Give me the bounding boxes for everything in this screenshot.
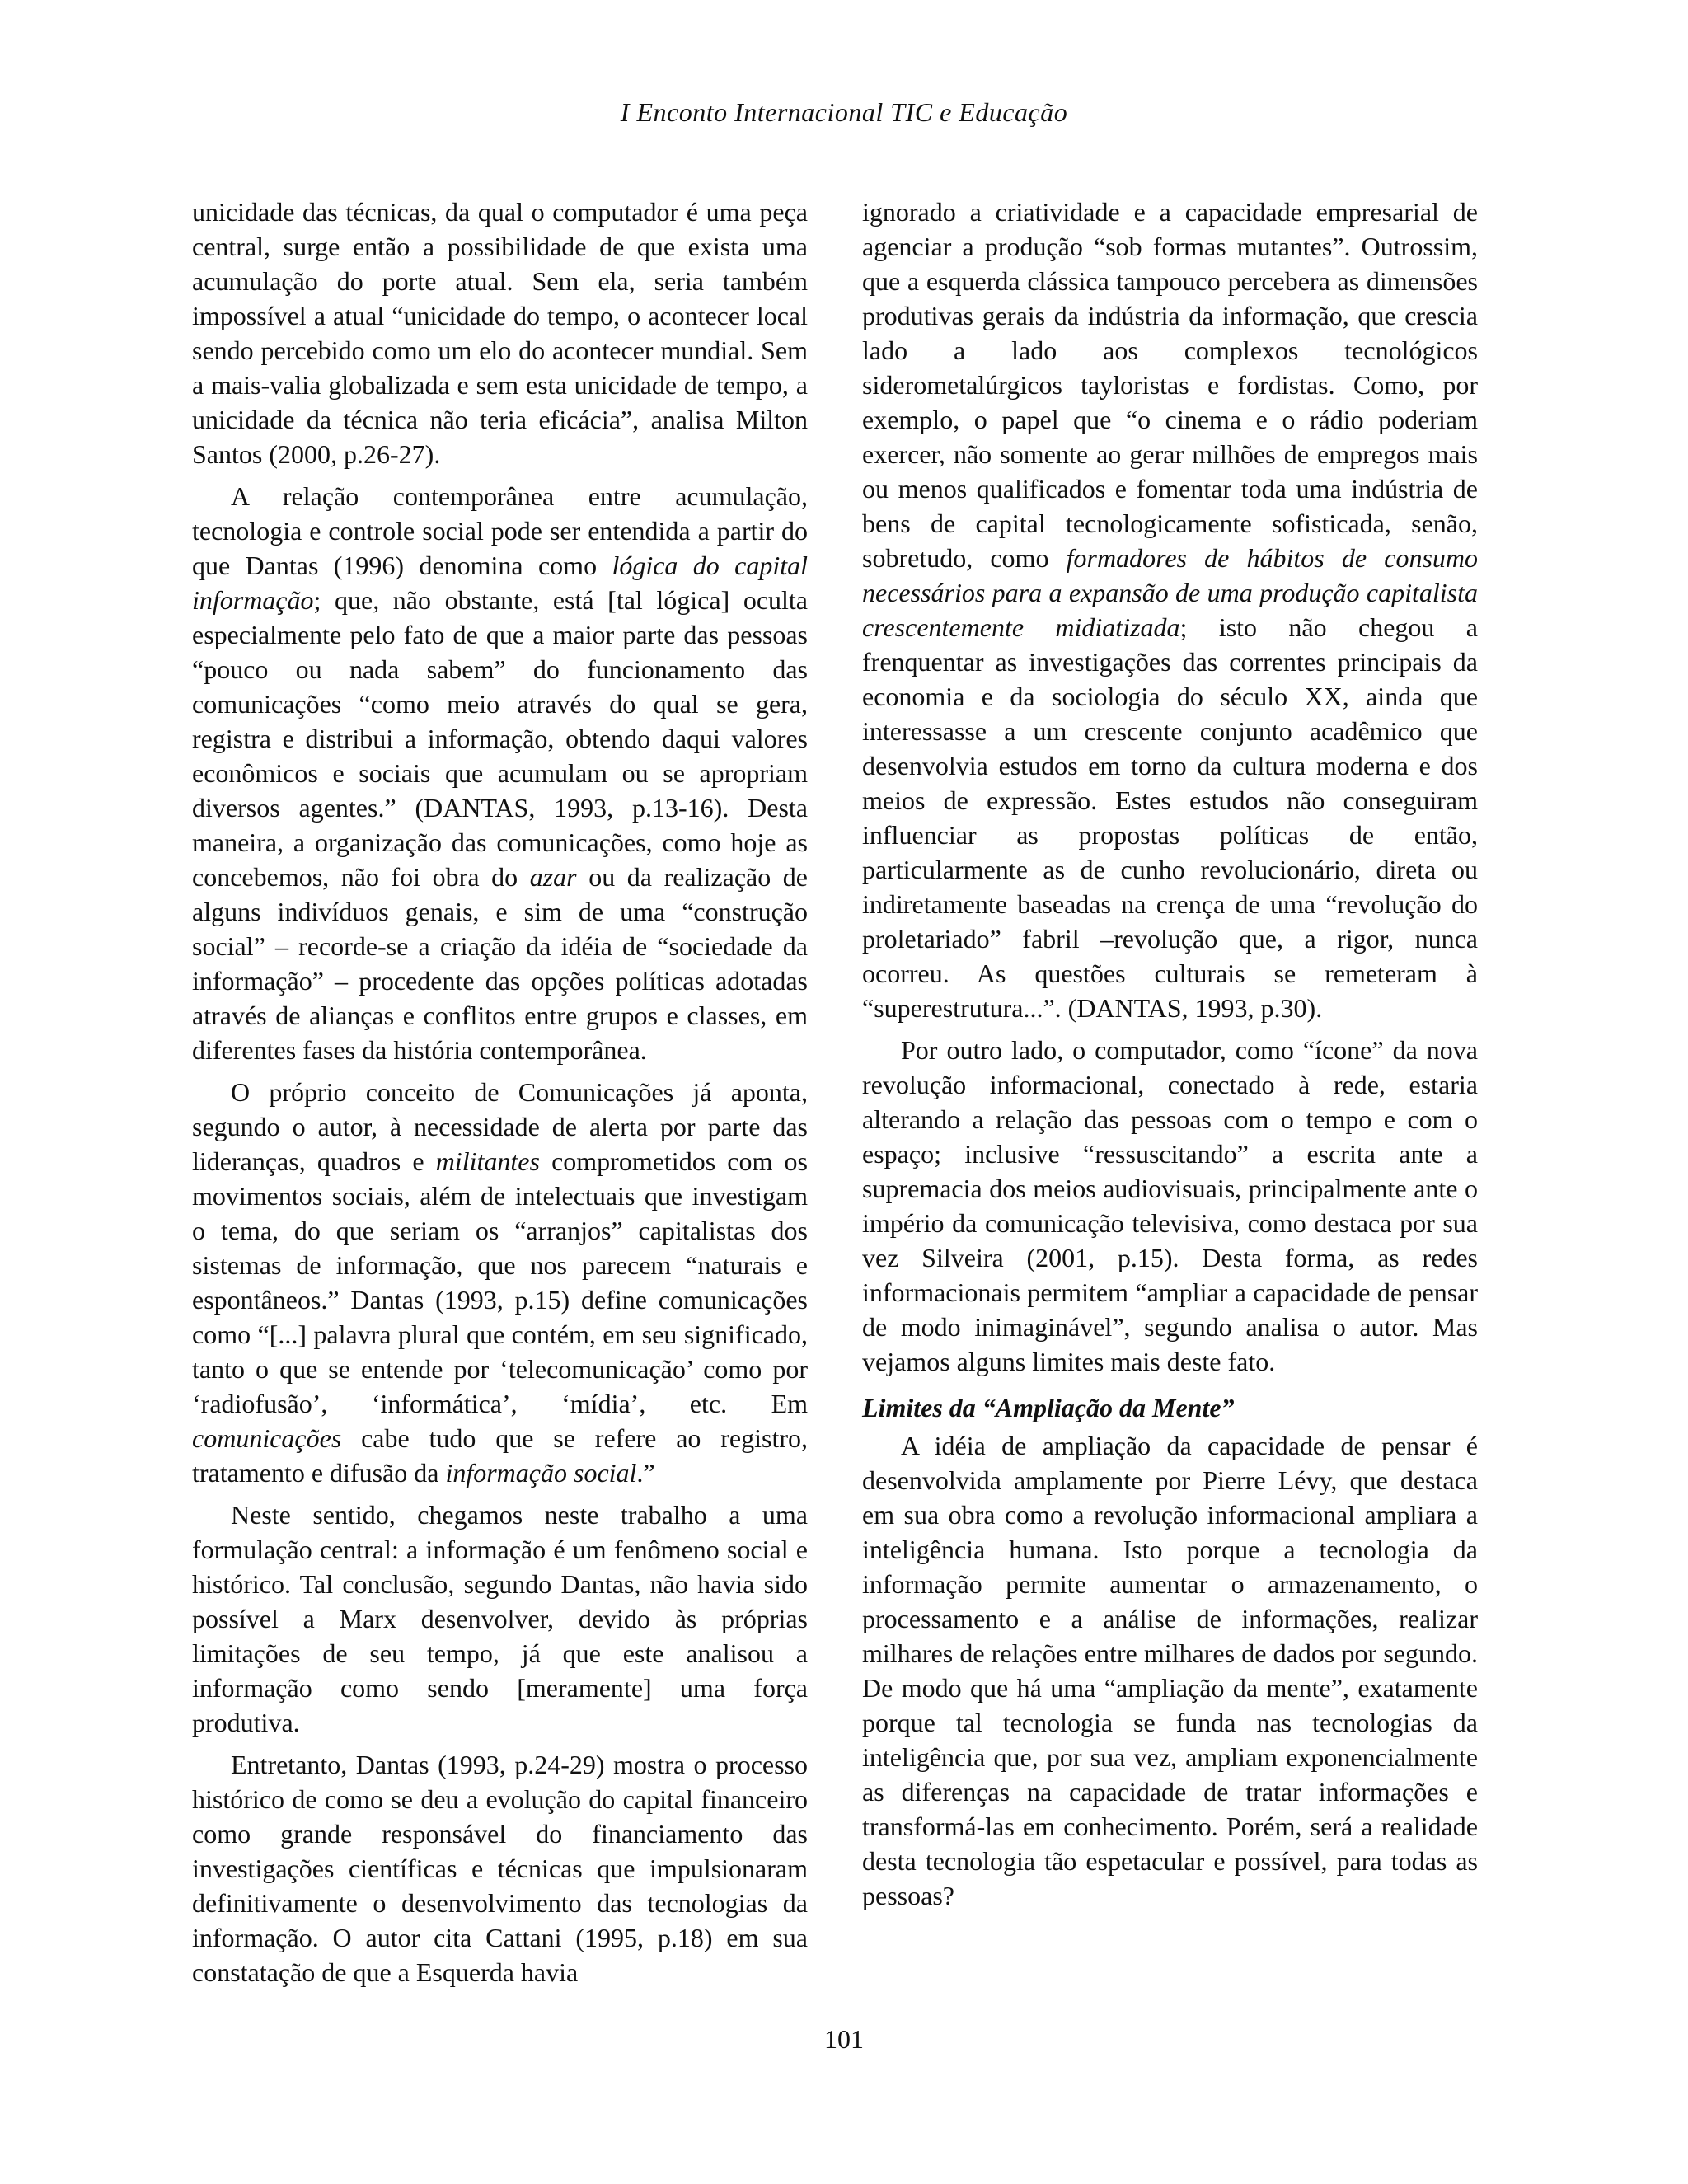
paragraph-conceito-comunicacoes	[192, 1075, 808, 1490]
text-run: cabe tudo que se refere ao registro, tratamento e difusão da	[192, 1423, 808, 1488]
italic-term: comunicações	[192, 1423, 342, 1453]
italic-term: lógica do capital informação	[192, 551, 809, 615]
page-number: 101	[824, 2024, 864, 2054]
text-run: ; isto não chegou a frenquentar as investigações das correntes principais da economia e da sociologia do século XX, ainda que interessasse a um crescente conjunto acadêmico que desenvolvia estudos em torno da cultura moderna e dos meios de expressão. Estes estudos não conseguiram influenciar as propostas políticas de então, particularmente as de cunho revolucionário, direta ou indiretamente baseadas na crença de uma “revolução do proletariado” fabril –revolução que, a rigor, nunca ocorreu. As questões culturais se remeteram à “superestrutura...”. (DANTAS, 1993, p.30).	[862, 612, 1479, 1023]
text-run: O próprio conceito de Comunicações já aponta, segundo o autor, à necessidade de alerta por parte das lideranças, quadros e	[192, 1077, 808, 1176]
italic-term: militantes	[435, 1146, 540, 1176]
text-run: .”	[636, 1458, 655, 1488]
text-run: ignorado a criatividade e a capacidade empresarial de agenciar a produção “sob formas mutantes”. Outrossim, que a esquerda clássica tampouco percebera as dimensões produtivas gerais da indústria da informação, que crescia lado a lado aos complexos tecnológicos siderometalúrgicos tayloristas e fordistas. Como, por exemplo, o papel que “o cinema e o rádio poderiam exercer, não somente ao gerar milhões de empregos mais ou menos qualificados e fomentar toda uma indústria de bens de capital tecnologicamente sofisticada, senão, sobretudo, como	[862, 197, 1478, 573]
running-header: I Enconto Internacional TIC e Educação	[620, 97, 1068, 127]
text-run: A relação contemporânea entre acumulação, tecnologia e controle social pode ser entendida a partir do que Dantas (1996) denomina como	[192, 481, 808, 580]
italic-term: informação social	[445, 1458, 637, 1488]
italic-term: formadores de hábitos de consumo necessários para a expansão de uma produção capitalista crescentemente midiatizada	[862, 543, 1479, 642]
paragraph-por-outro-lado: Por outro lado, o computador, como “ícone” da nova revolução informacional, conectado à rede, estaria alterando a relação das pessoas com o tempo e com o espaço; inclusive “ressuscitando” a escrita ante a supremacia dos meios audiovisuais, principalmente ante o império da comunicação televisiva, como destaca por sua vez Silveira (2001, p.15). Desta forma, as redes informacionais permitem “ampliar a capacidade de pensar de modo inimaginável”, segundo analisa o autor. Mas vejamos alguns limites mais deste fato.	[862, 1035, 1478, 1376]
italic-term: azar	[529, 862, 577, 892]
paragraph-continued: unicidade das técnicas, da qual o computador é uma peça central, surge então a possibilidade de que exista uma acumulação do porte atual. Sem ela, seria também impossível a atual “unicidade do tempo, o acontecer local sendo percebido como um elo do acontecer mundial. Sem a mais-valia globalizada e sem esta unicidade de tempo, a unicidade da técnica não teria eficácia”, analisa Milton Santos (2000, p.26-27).	[192, 197, 808, 469]
right-column	[862, 194, 1478, 1920]
paragraph-entretanto: Entretanto, Dantas (1993, p.24-29) mostra o processo histórico de como se deu a evolução do capital financeiro como grande responsável do financiamento das investigações científicas e técnicas que impulsionaram definitivamente o desenvolvimento das tecnologias da informação. O autor cita Cattani (1995, p.18) em sua constatação de que a Esquerda havia	[192, 1750, 808, 1987]
paragraph-neste-sentido: Neste sentido, chegamos neste trabalho a uma formulação central: a informação é um fenômeno social e histórico. Tal conclusão, segundo Dantas, não havia sido possível a Marx desenvolver, devido às próprias limitações de seu tempo, já que este analisou a informação como sendo [meramente] uma força produtiva.	[192, 1500, 808, 1737]
paragraph-ampliacao: A idéia de ampliação da capacidade de pensar é desenvolvida amplamente por Pierre Lévy, que destaca em sua obra como a revolução informacional ampliara a inteligência humana. Isto porque a tecnologia da informação permite aumentar o armazenamento, o processamento e a análise de informações, realizar milhares de relações entre milhares de dados por segundo. De modo que há uma “ampliação da mente”, exatamente porque tal tecnologia se funda nas tecnologias da inteligência que, por sua vez, ampliam exponencialmente as diferenças na capacidade de tratar informações e transformá-las em conhecimento. Porém, será a realidade desta tecnologia tão espetacular e possível, para todas as pessoas?	[862, 1431, 1478, 1910]
text-run: ou da realização de alguns indivíduos genais, e sim de uma “construção social” – recorde-se a criação da idéia de “sociedade da informação” – procedente das opções políticas adotadas através de alianças e conflitos entre grupos e classes, em diferentes fases da história contemporânea.	[192, 862, 809, 1065]
text-run: comprometidos com os movimentos sociais, além de intelectuais que investigam o tema, do que seriam os “arranjos” capitalistas dos sistemas de informação, que nos parecem “naturais e espontâneos.” Dantas (1993, p.15) define comunicações como “[...] palavra plural que contém, em seu significado, tanto o que se entende por ‘telecomunicação’ como por ‘radiofusão’, ‘informática’, ‘mídia’, etc. Em	[192, 1146, 808, 1418]
paragraph-continued	[862, 194, 1478, 1025]
left-column	[192, 194, 808, 1997]
section-heading: Limites da “Ampliação da Mente”	[862, 1393, 1235, 1422]
text-run: ; que, não obstante, está [tal lógica] oculta especialmente pelo fato de que a maior parte das pessoas “pouco ou nada sabem” do funcionamento das comunicações “como meio através do qual se gera, registra e distribui a informação, obtendo daqui valores econômicos e sociais que acumulam ou se apropriam diversos agentes.” (DANTAS, 1993, p.13-16). Desta maneira, a organização das comunicações, como hoje as concebemos, não foi obra do	[192, 585, 808, 892]
paragraph-logica-capital	[192, 479, 808, 1067]
